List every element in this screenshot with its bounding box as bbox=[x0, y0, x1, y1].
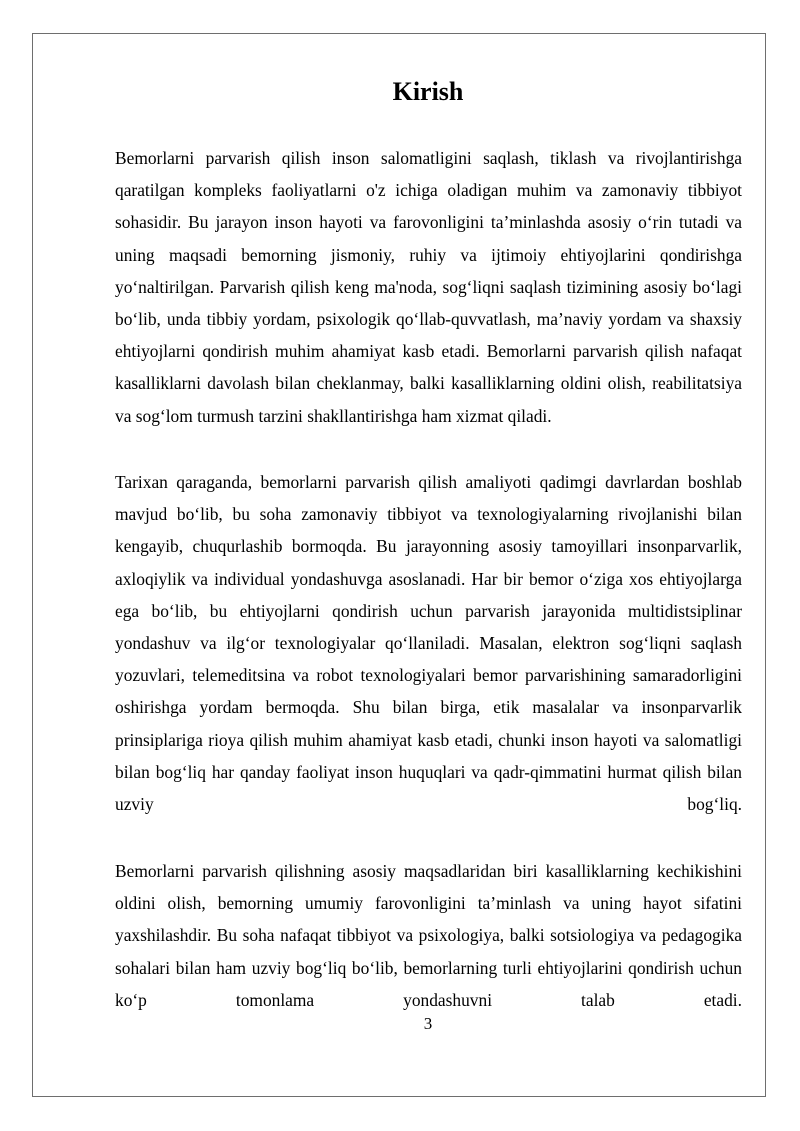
paragraph-2: Tarixan qaraganda, bemorlarni parvarish qilish amaliyoti qadimgi davrlardan boshlab mavjud bo‘lib, bu soha zamonaviy tibbiyot va texnologiyalarning rivojlanishi bilan kengayib, chuqurlashib bormoqda. Bu jarayonning asosiy tamoyillari insonparvarlik, axloqiylik va individual yondashuvga asoslanadi. Har bir bemor o‘ziga xos ehtiyojlarga ega bo‘lib, bu ehtiyojlarni qondirish uchun parvarish jarayonida multidistsiplinar yondashuv va ilg‘or texnologiyalar qo‘llaniladi. Masalan, elektron sog‘liqni saqlash yozuvlari, telemeditsina va robot texnologiyalari bemor parvarishining samaradorligini oshirishga yordam bermoqda. Shu bilan birga, etik masalalar va insonparvarlik prinsiplariga rioya qilish muhim ahamiyat kasb etadi, chunki inson hayoti va salomatligi bilan bog‘liq har qanday faoliyat inson huquqlari va qadr-qimmatini hurmat qilish bilan uzviy bog‘liq. bbox=[115, 472, 742, 815]
paragraph-1: Bemorlarni parvarish qilish inson salomatligini saqlash, tiklash va rivojlantirishga qaratilgan kompleks faoliyatlarni o'z ichiga oladigan muhim va zamonaviy tibbiyot sohasidir. Bu jarayon inson hayoti va farovonligini ta’minlashda asosiy o‘rin tutadi va uning maqsadi bemorning jismoniy, ruhiy va ijtimoiy ehtiyojlarini qondirishga yo‘naltirilgan. Parvarish qilish keng ma'noda, sog‘liqni saqlash tizimining asosiy bo‘lagi bo‘lib, unda tibbiy yordam, psixologik qo‘llab-quvvatlash, ma’naviy yordam va shaxsiy ehtiyojlarni qondirish muhim ahamiyat kasb etadi. Bemorlarni parvarish qilish nafaqat kasalliklarni davolash bilan cheklanmay, balki kasalliklarning oldini olish, reabilitatsiya va sog‘lom turmush tarzini shakllantirishga ham xizmat qiladi. bbox=[115, 148, 742, 426]
paragraph-3: Bemorlarni parvarish qilishning asosiy maqsadlaridan biri kasalliklarning kechikishini oldini olish, bemorning umumiy farovonligini ta’minlash va uning hayot sifatini yaxshilashdir. Bu soha nafaqat tibbiyot va psixologiya, balki sotsiologiya va pedagogika sohalari bilan ham uzviy bog‘liq bo‘lib, bemorlarning turli ehtiyojlarini qondirish uchun ko‘p tomonlama yondashuvni talab etadi. bbox=[115, 861, 742, 1010]
page-title: Kirish bbox=[392, 77, 464, 106]
page-number: 3 bbox=[423, 1014, 433, 1033]
